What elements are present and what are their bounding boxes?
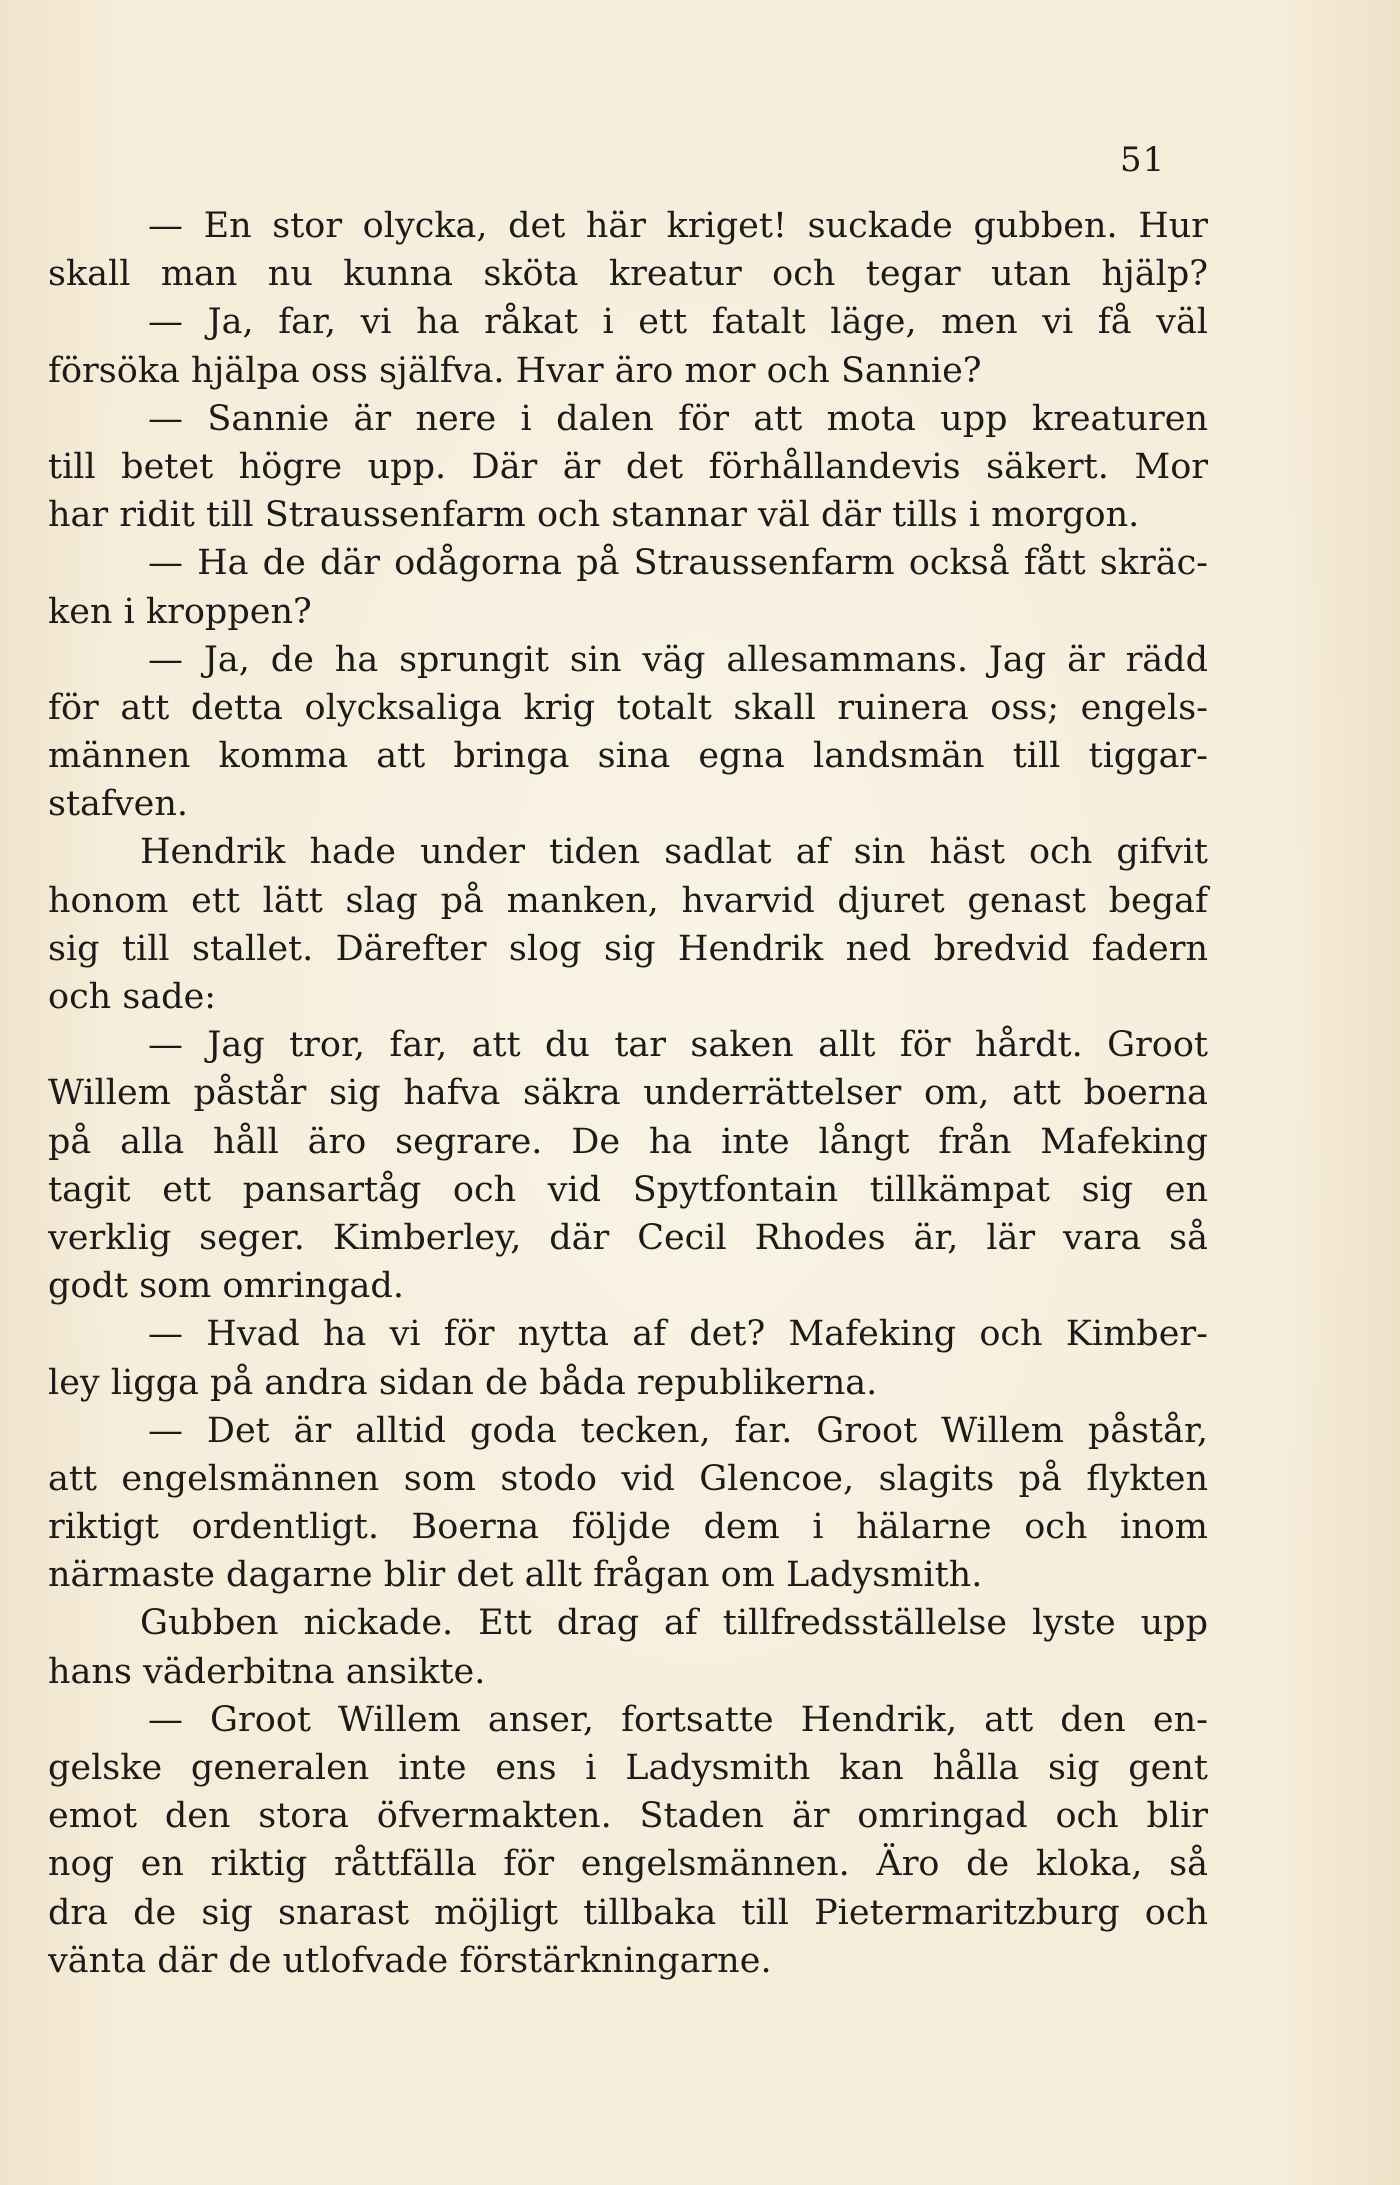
text-line: — Ha de där odågorna på Straussenfarm också fått skräc-: [148, 543, 1208, 584]
text-line: gelske generalen inte ens i Ladysmith kan hålla sig gent: [48, 1748, 1208, 1788]
text-line: sig till stallet. Därefter slog sig Hendrik ned bredvid fadern: [48, 928, 1208, 969]
page-number: 51: [1120, 140, 1166, 180]
text-line: nog en riktig råttfälla för engelsmännen. Äro de kloka, så: [48, 1844, 1208, 1885]
text-line: — En stor olycka, det här kriget! suckade gubben. Hur: [148, 206, 1208, 246]
text-line: vänta där de utlofvade förstärkningarne.: [48, 1940, 772, 1981]
text-line: hans väderbitna ansikte.: [48, 1651, 486, 1692]
body-text: [48, 202, 1208, 1985]
text-line: för att detta olycksaliga krig totalt skall ruinera oss; engels-: [48, 687, 1208, 728]
text-line: — Sannie är nere i dalen för att mota upp kreaturen: [148, 398, 1208, 439]
text-line: — Jag tror, far, att du tar saken allt för hårdt. Groot: [148, 1025, 1208, 1066]
text-line: — Det är alltid goda tecken, far. Groot Willem påstår,: [148, 1410, 1208, 1451]
text-line: verklig seger. Kimberley, där Cecil Rhodes är, lär vara så: [48, 1217, 1208, 1258]
text-line: tagit ett pansartåg och vid Spytfontain tillkämpat sig en: [48, 1169, 1208, 1210]
text-line: — Ja, de ha sprungit sin väg allesammans. Jag är rädd: [148, 639, 1208, 680]
text-line: stafven.: [48, 784, 188, 825]
text-line: — Groot Willem anser, fortsatte Hendrik, att den en-: [148, 1699, 1208, 1740]
text-line: närmaste dagarne blir det allt frågan om Ladysmith.: [48, 1555, 983, 1596]
text-line: till betet högre upp. Där är det förhållandevis säkert. Mor: [48, 446, 1208, 487]
text-line: och sade:: [48, 977, 217, 1017]
text-line: riktigt ordentligt. Boerna följde dem i hälarne och inom: [48, 1507, 1208, 1548]
text-line: har ridit till Straussenfarm och stannar väl där tills i morgon.: [48, 495, 1140, 536]
text-line: honom ett lätt slag på manken, hvarvid djuret genast begaf: [48, 880, 1208, 921]
text-line: männen komma att bringa sina egna landsmän till tiggar-: [48, 736, 1208, 777]
text-line: ley ligga på andra sidan de båda republikerna.: [48, 1362, 878, 1403]
text-line: godt som omringad.: [48, 1266, 404, 1307]
text-line: ken i kroppen?: [48, 591, 312, 632]
text-line: emot den stora öfvermakten. Staden är omringad och blir: [48, 1796, 1208, 1837]
text-line: — Ja, far, vi ha råkat i ett fatalt läge, men vi få väl: [148, 302, 1208, 343]
text-line: försöka hjälpa oss själfva. Hvar äro mor och Sannie?: [48, 350, 982, 391]
text-line: — Hvad ha vi för nytta af det? Mafeking och Kimber-: [148, 1314, 1208, 1355]
text-line: Gubben nickade. Ett drag af tillfredsställelse lyste upp: [140, 1603, 1208, 1644]
text-line: skall man nu kunna sköta kreatur och tegar utan hjälp?: [48, 254, 1208, 295]
text-line: att engelsmännen som stodo vid Glencoe, slagits på flykten: [48, 1458, 1208, 1499]
text-line: Hendrik hade under tiden sadlat af sin häst och gifvit: [140, 832, 1208, 873]
text-line: Willem påstår sig hafva säkra underrättelser om, att boerna: [48, 1073, 1208, 1114]
text-line: dra de sig snarast möjligt tillbaka till Pietermaritzburg och: [48, 1892, 1208, 1933]
text-line: på alla håll äro segrare. De ha inte långt från Mafeking: [48, 1121, 1208, 1162]
